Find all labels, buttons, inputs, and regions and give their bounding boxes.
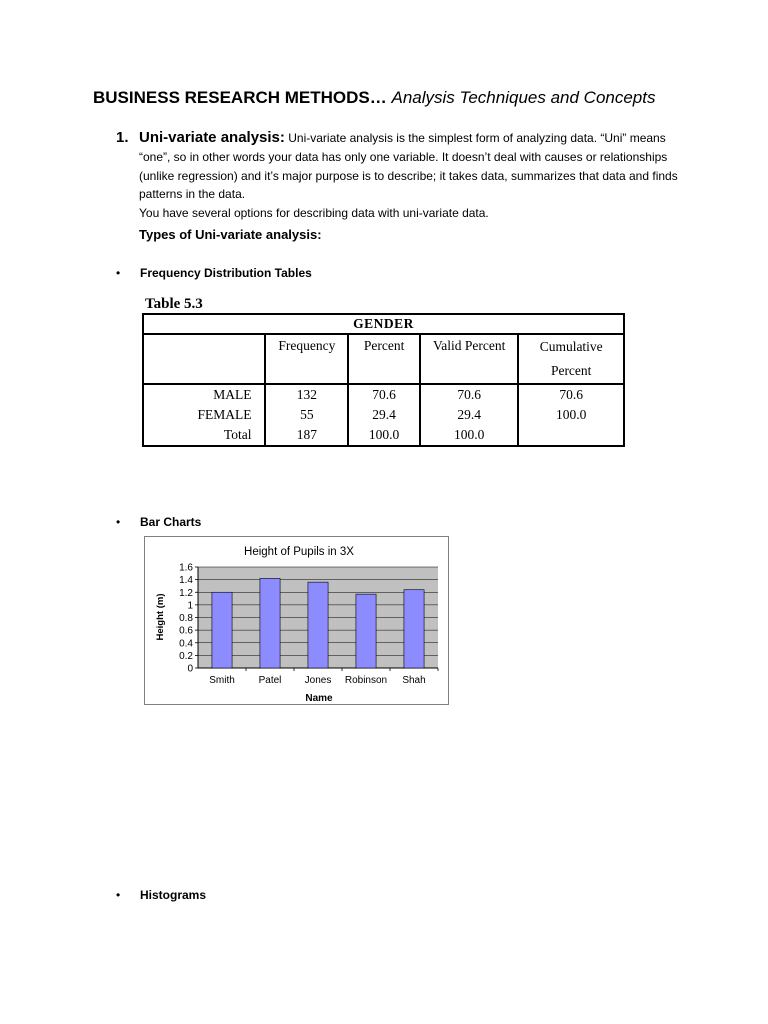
chart-bar (212, 592, 232, 668)
table-header-percent: Percent (348, 334, 420, 384)
chart-x-axis-label: Name (305, 693, 333, 704)
section-heading: Uni-variate analysis: (139, 129, 285, 146)
chart-x-tick-label: Jones (304, 675, 332, 686)
section-number: 1. (116, 129, 129, 146)
table-caption: Table 5.3 (145, 296, 203, 312)
chart-x-tick-label: Smith (209, 675, 235, 686)
chart-x-tick-label: Robinson (344, 675, 388, 686)
title-main: BUSINESS RESEARCH METHODS… (93, 88, 387, 107)
chart-title: Height of Pupils in 3X (244, 546, 354, 558)
section-text: Uni-variate analysis is the simplest form of analyzing data. “Uni” means “one”, so in other words your data has only one variable. It doesn’t deal with causes or relationships (unlike regression) and it’s major purpose is to describe; it takes data, summarizes that data and finds patterns in the data. (139, 131, 678, 202)
chart-bar (260, 578, 280, 668)
cell-valid-percent: 70.6 (420, 384, 518, 405)
cell-percent: 100.0 (348, 425, 420, 446)
row-label: MALE (143, 384, 265, 405)
chart-y-tick-label: 1.6 (179, 562, 193, 574)
table-group-header: GENDER (143, 314, 624, 334)
section-paragraph (139, 129, 699, 223)
chart-y-tick-label: 0.6 (179, 625, 193, 637)
chart-y-tick-label: 0.2 (179, 650, 193, 662)
frequency-table (142, 313, 625, 447)
chart-y-tick-label: 0.4 (179, 638, 193, 650)
cell-frequency: 132 (265, 384, 348, 405)
chart-y-tick-label: 0.8 (179, 613, 193, 624)
cell-percent: 70.6 (348, 384, 420, 405)
cell-valid-percent: 29.4 (420, 405, 518, 425)
cell-valid-percent: 100.0 (420, 425, 518, 446)
bar-chart (144, 536, 449, 705)
page-title (93, 88, 655, 108)
bullet-dot: • (116, 266, 121, 280)
cell-frequency: 187 (265, 425, 348, 446)
section-text-2: You have several options for describing data with uni-variate data. (139, 206, 489, 221)
chart-bar (356, 594, 376, 668)
chart-y-tick-label: 0 (187, 663, 193, 675)
bullet-label: Frequency Distribution Tables (140, 266, 312, 280)
bar-chart-svg (145, 537, 448, 704)
chart-x-tick-label: Shah (402, 675, 426, 686)
bullet-dot: • (116, 515, 121, 529)
cell-frequency: 55 (265, 405, 348, 425)
table-header-frequency: Frequency (265, 334, 348, 384)
table-row (143, 384, 624, 405)
cell-cumulative: 70.6 (518, 384, 624, 405)
chart-bar (404, 590, 424, 668)
bullet-dot: • (116, 888, 121, 902)
table-row (143, 405, 624, 425)
chart-y-tick-label: 1.2 (179, 587, 193, 599)
cell-percent: 29.4 (348, 405, 420, 425)
table-row (143, 425, 624, 446)
chart-y-tick-label: 1.4 (179, 575, 193, 587)
chart-y-tick-label: 1 (187, 600, 193, 612)
chart-bar (308, 582, 328, 668)
chart-y-axis-label: Height (m) (155, 593, 166, 641)
table-header-valid-percent: Valid Percent (420, 334, 518, 384)
row-label: FEMALE (143, 405, 265, 425)
row-label: Total (143, 425, 265, 446)
cell-cumulative: 100.0 (518, 405, 624, 425)
types-heading: Types of Uni-variate analysis: (139, 227, 322, 242)
title-subtitle: Analysis Techniques and Concepts (391, 88, 656, 107)
chart-x-tick-label: Patel (258, 675, 282, 686)
table-header-blank (143, 334, 265, 384)
cell-cumulative (518, 425, 624, 446)
bullet-label: Bar Charts (140, 515, 202, 529)
bullet-label: Histograms (140, 888, 207, 902)
table-header-cumulative-percent: Cumulative Percent (518, 334, 624, 384)
